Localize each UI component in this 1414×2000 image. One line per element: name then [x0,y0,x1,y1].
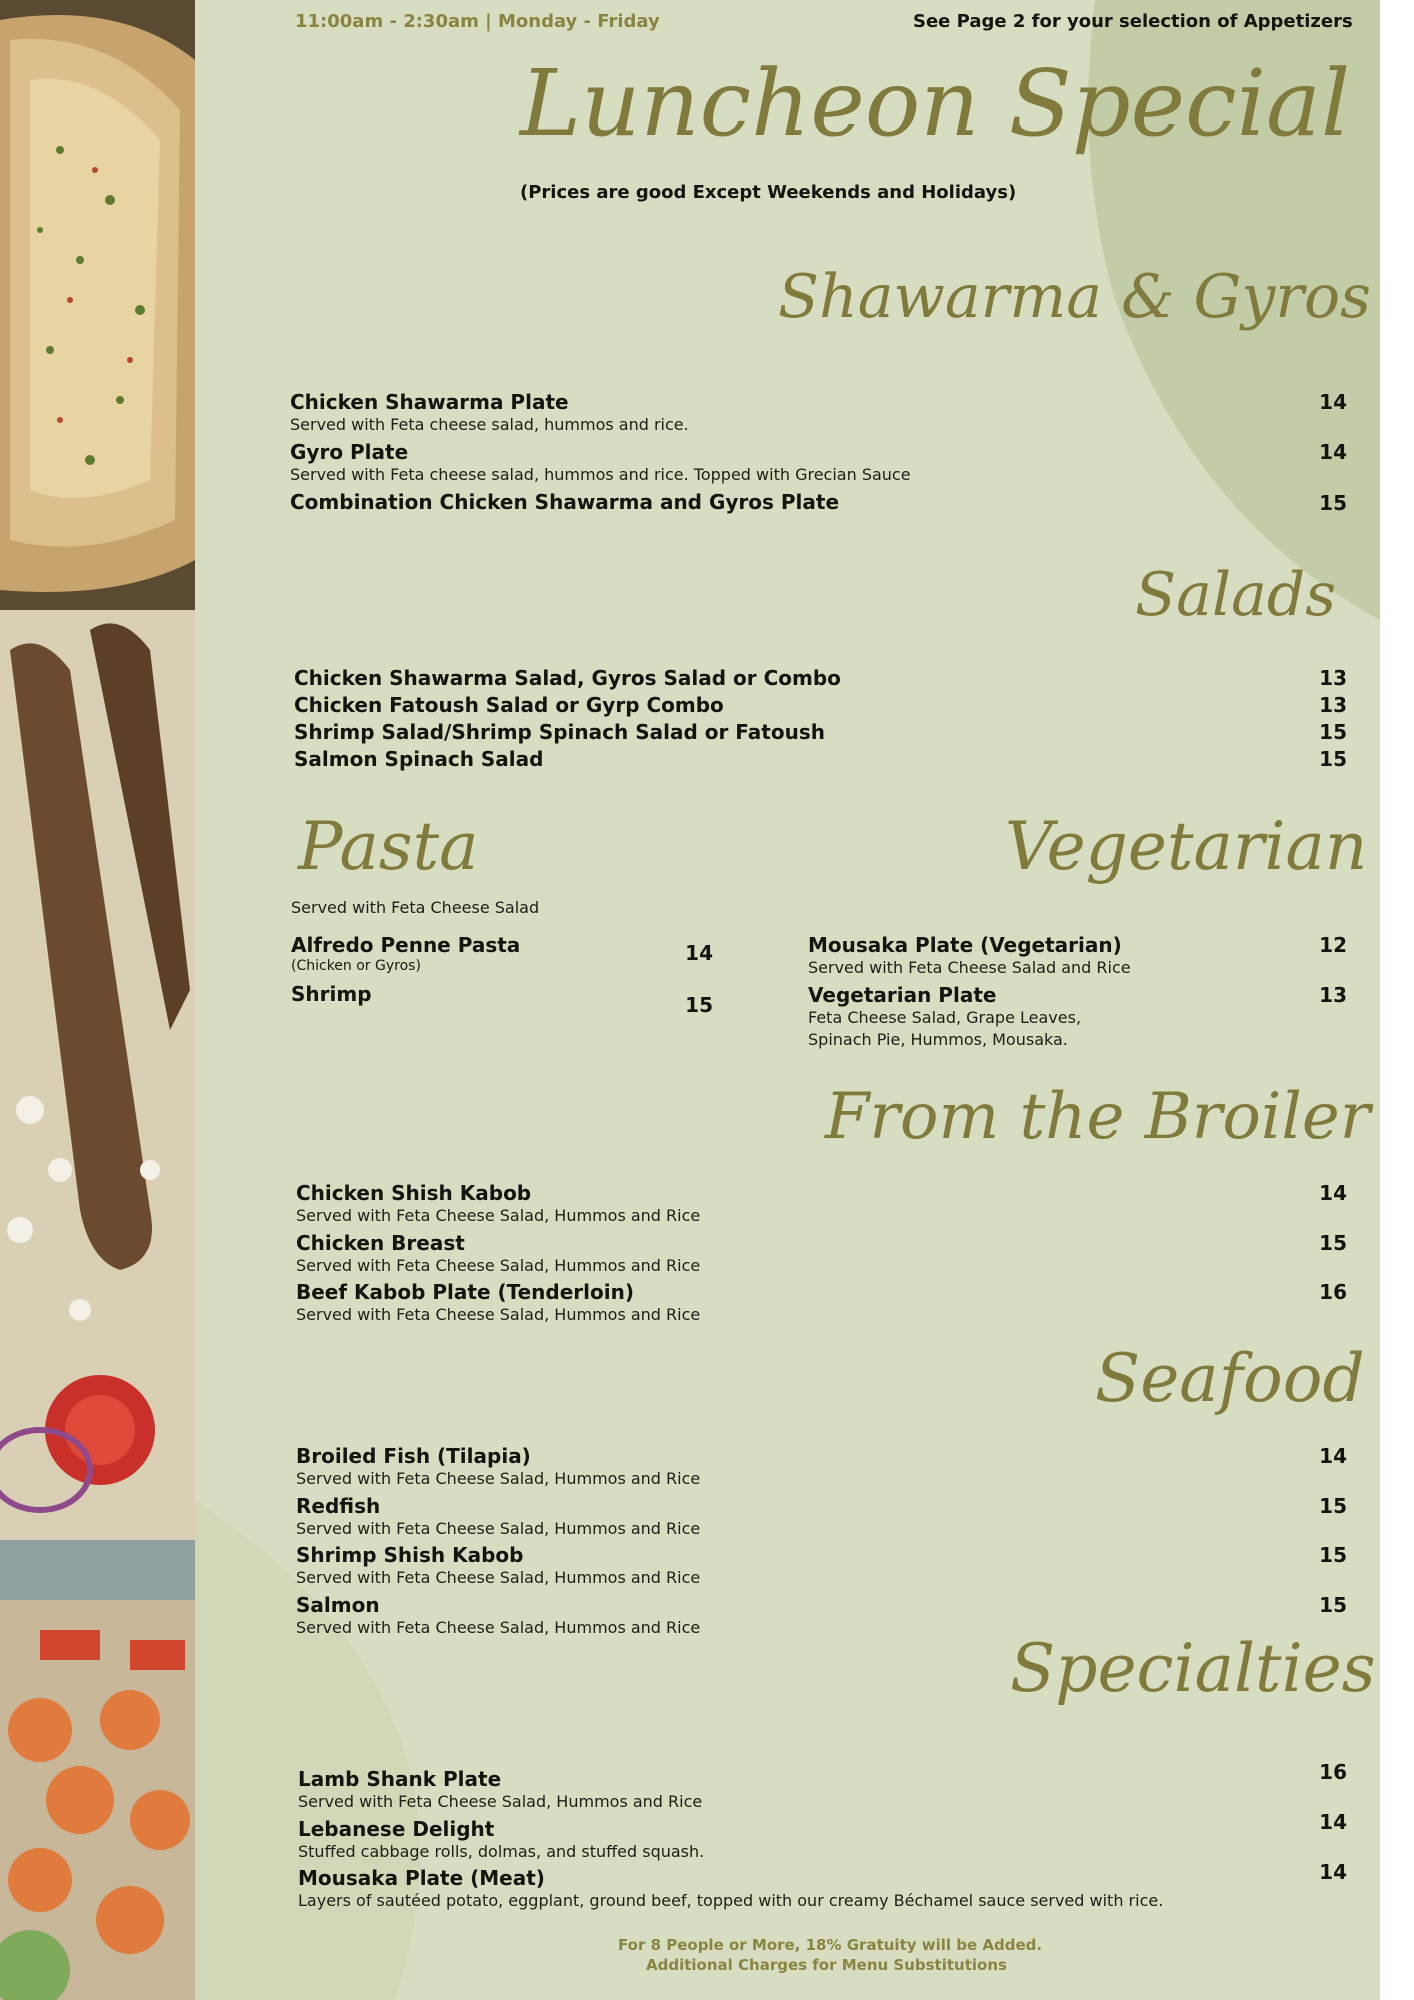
section-heading-broiler: From the Broiler [825,1080,1371,1154]
menu-item-price: 15 [1319,491,1347,515]
menu-item-price: 13 [1319,983,1347,1007]
section-heading-vegetarian: Vegetarian [1005,808,1368,885]
menu-item-desc: Feta Cheese Salad, Grape Leaves, [808,1008,1082,1027]
menu-item-price: 14 [1319,1181,1347,1205]
menu-item-name: Shrimp Shish Kabob [296,1543,524,1567]
menu-item-desc: Served with Feta Cheese Salad, Hummos and Rice [296,1568,701,1587]
menu-item-desc: Spinach Pie, Hummos, Mousaka. [808,1030,1068,1049]
menu-item-name: Shrimp Salad/Shrimp Spinach Salad or Fatoush [294,720,825,744]
menu-item-desc: Served with Feta Cheese Salad, Hummos and Rice [298,1792,703,1811]
section-heading-specialties: Specialties [1010,1630,1376,1707]
food-photo-strip [0,0,195,2000]
substitution-note: Additional Charges for Menu Substitutions [646,1956,1007,1974]
menu-item-price: 16 [1319,1280,1347,1304]
menu-item-name: Alfredo Penne Pasta [291,933,521,957]
menu-item-price: 15 [1319,1593,1347,1617]
menu-item-desc: Served with Feta Cheese Salad, Hummos and Rice [296,1305,701,1324]
menu-item-desc: Served with Feta Cheese Salad and Rice [808,958,1131,977]
menu-item-desc: Served with Feta Cheese Salad, Hummos and Rice [296,1618,701,1637]
menu-item-name: Mousaka Plate (Vegetarian) [808,933,1122,957]
menu-item-desc: Served with Feta Cheese Salad, Hummos and Rice [296,1206,701,1225]
menu-item-price: 16 [1319,1760,1347,1784]
menu-item-name: Salmon Spinach Salad [294,747,544,771]
menu-item-desc: Served with Feta Cheese Salad, Hummos and Rice [296,1256,701,1275]
appetizer-note: See Page 2 for your selection of Appetizers [913,11,1353,32]
menu-item-price: 14 [1319,440,1347,464]
menu-item-price: 15 [1319,720,1347,744]
section-note: Served with Feta Cheese Salad [291,898,540,917]
menu-item-price: 14 [1319,390,1347,414]
section-heading-shawarma: Shawarma & Gyros [778,262,1371,332]
menu-item-name: Lebanese Delight [298,1817,495,1841]
page-title: Luncheon Special [520,50,1351,157]
opening-hours: 11:00am - 2:30am | Monday - Friday [295,11,660,32]
menu-item-price: 15 [1319,1543,1347,1567]
menu-item-desc: Served with Feta Cheese Salad, Hummos and Rice [296,1519,701,1538]
menu-item-price: 14 [1319,1810,1347,1834]
menu-item-price: 14 [1319,1444,1347,1468]
fish-photo [0,0,195,610]
menu-item-name: Chicken Fatoush Salad or Gyrp Combo [294,693,724,717]
menu-item-desc: (Chicken or Gyros) [291,958,421,974]
menu-item-desc: Stuffed cabbage rolls, dolmas, and stuffed squash. [298,1842,705,1861]
shrimp-photo [0,1540,195,2000]
menu-item-name: Chicken Shawarma Salad, Gyros Salad or Combo [294,666,841,690]
menu-item-desc: Layers of sautéed potato, eggplant, ground beef, topped with our creamy Béchamel sauce served with rice. [298,1891,1164,1910]
menu-item-name: Redfish [296,1494,381,1518]
kabob-photo [0,610,195,1540]
menu-item-price: 15 [1319,1494,1347,1518]
menu-item-name: Chicken Shawarma Plate [290,390,569,414]
menu-item-price: 15 [1319,747,1347,771]
menu-item-name: Beef Kabob Plate (Tenderloin) [296,1280,634,1304]
menu-item-desc: Served with Feta Cheese Salad, Hummos and Rice [296,1469,701,1488]
menu-item-name: Vegetarian Plate [808,983,997,1007]
menu-item-name: Mousaka Plate (Meat) [298,1866,545,1890]
section-heading-salads: Salads [1135,560,1337,630]
page-subtitle: (Prices are good Except Weekends and Holidays) [520,182,1017,203]
menu-item-name: Chicken Shish Kabob [296,1181,532,1205]
menu-item-name: Combination Chicken Shawarma and Gyros Plate [290,490,840,514]
right-margin [1380,0,1414,2000]
menu-item-name: Lamb Shank Plate [298,1767,502,1791]
menu-item-name: Salmon [296,1593,380,1617]
section-heading-seafood: Seafood [1095,1340,1365,1417]
menu-item-price: 14 [685,941,713,965]
menu-item-price: 15 [1319,1231,1347,1255]
menu-item-name: Broiled Fish (Tilapia) [296,1444,531,1468]
section-heading-pasta: Pasta [298,808,479,885]
menu-item-name: Chicken Breast [296,1231,465,1255]
menu-item-desc: Served with Feta cheese salad, hummos and rice. [290,415,689,434]
gratuity-note: For 8 People or More, 18% Gratuity will be Added. [618,1936,1043,1954]
menu-item-price: 13 [1319,666,1347,690]
menu-item-desc: Served with Feta cheese salad, hummos and rice. Topped with Grecian Sauce [290,465,911,484]
menu-item-name: Gyro Plate [290,440,409,464]
menu-item-name: Shrimp [291,982,372,1006]
menu-item-price: 13 [1319,693,1347,717]
menu-item-price: 14 [1319,1860,1347,1884]
menu-item-price: 15 [685,993,713,1017]
menu-item-price: 12 [1319,933,1347,957]
